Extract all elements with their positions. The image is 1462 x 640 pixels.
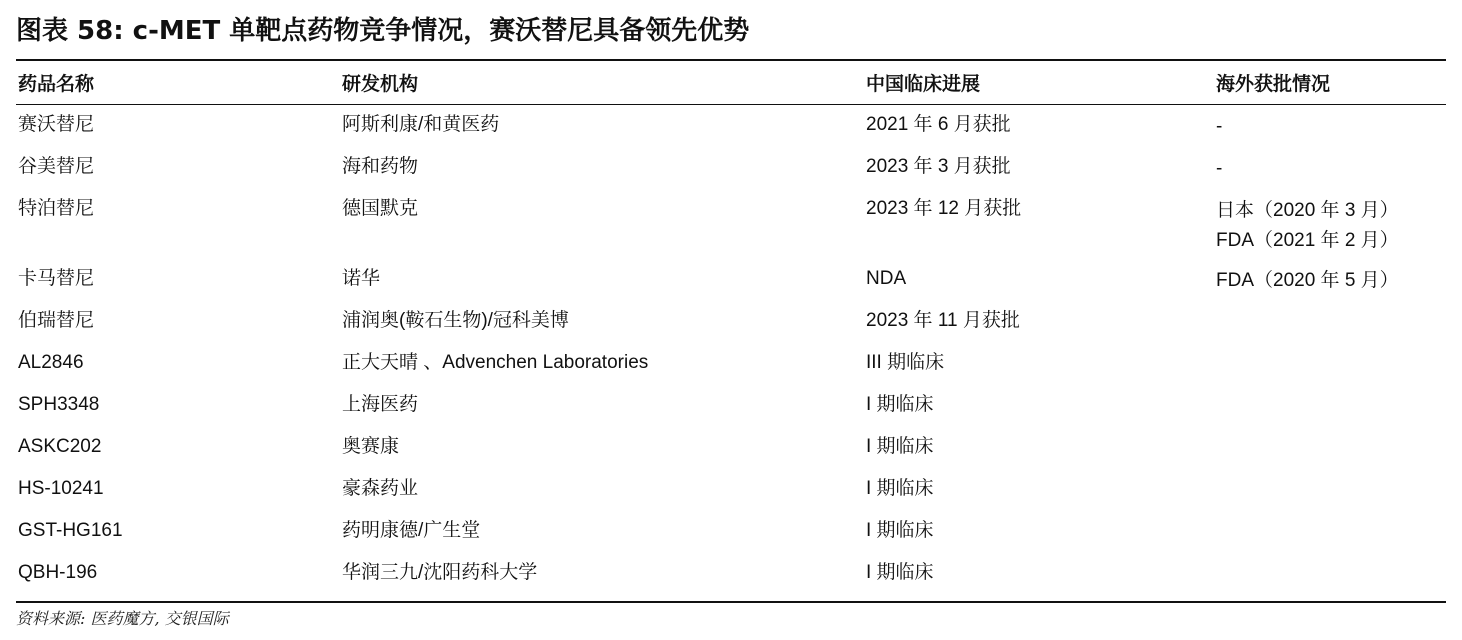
cell-overseas-approval [1214,258,1446,300]
cell-drug-name: 伯瑞替尼 [18,310,95,331]
cell-china-progress: 2023 年 3 月获批 [866,156,1011,177]
header-china-progress: 中国临床进展 [866,73,981,95]
cell-drug-name: AL2846 [18,352,84,373]
cell-overseas-approval [1214,300,1446,342]
cell-china-progress: 2021 年 6 月获批 [866,114,1011,135]
table-row [16,510,1446,552]
source-note: 资料来源: 医药魔方, 交银国际 [16,609,229,628]
cell-overseas-approval [1214,426,1446,468]
cell-china-progress: I 期临床 [866,520,934,541]
cell-drug-name: SPH3348 [18,394,100,415]
table-row [16,426,1446,468]
cell-china-progress: III 期临床 [866,352,945,373]
cell-developer: 德国默克 [342,198,419,219]
overseas-line: FDA（2020 年 5 月） [1216,270,1399,291]
competition-table [16,61,1446,594]
cell-drug-name: 谷美替尼 [18,156,95,177]
cell-drug-name: QBH-196 [18,562,98,583]
table-row [16,552,1446,594]
header-developer: 研发机构 [342,73,419,95]
cell-drug-name: GST-HG161 [18,520,123,541]
overseas-line: FDA（2021 年 2 月） [1216,230,1399,251]
cell-developer: 诺华 [342,268,381,289]
table-row [16,104,1446,146]
overseas-line: - [1216,116,1223,137]
cell-china-progress: I 期临床 [866,478,934,499]
cell-china-progress: 2023 年 11 月获批 [866,310,1020,331]
cell-developer: 浦润奥(鞍石生物)/冠科美博 [342,310,569,331]
table-header-row [16,61,1446,104]
cell-china-progress: NDA [866,268,907,289]
cell-china-progress: 2023 年 12 月获批 [866,198,1022,219]
cell-overseas-approval [1214,384,1446,426]
cell-developer: 海和药物 [342,156,419,177]
cell-overseas-approval [1214,510,1446,552]
cell-china-progress: I 期临床 [866,436,934,457]
cell-drug-name: 赛沃替尼 [18,114,95,135]
table-bottom-rule [16,601,1446,603]
cell-overseas-approval [1214,552,1446,594]
cell-developer: 上海医药 [342,394,419,415]
overseas-line: 日本（2020 年 3 月） [1216,200,1399,221]
cell-drug-name: 特泊替尼 [18,198,95,219]
table-row [16,188,1446,258]
table-row [16,300,1446,342]
cell-drug-name: ASKC202 [18,436,102,457]
cell-developer: 华润三九/沈阳药科大学 [342,562,538,583]
cell-china-progress: I 期临床 [866,562,934,583]
cell-developer: 药明康德/广生堂 [342,520,481,541]
cell-china-progress: I 期临床 [866,394,934,415]
table-row [16,342,1446,384]
cell-overseas-approval [1214,468,1446,510]
figure-title: 图表 58: c-MET 单靶点药物竞争情况，赛沃替尼具备领先优势 [16,16,750,46]
table-row [16,258,1446,300]
cell-developer: 豪森药业 [342,478,419,499]
table-row [16,384,1446,426]
overseas-line: - [1216,158,1223,179]
cell-developer: 阿斯利康/和黄医药 [342,114,500,135]
cell-overseas-approval [1214,146,1446,188]
header-overseas-approval: 海外获批情况 [1216,73,1331,95]
cell-overseas-approval [1214,342,1446,384]
table-row [16,146,1446,188]
table-row [16,468,1446,510]
cell-drug-name: HS-10241 [18,478,104,499]
cell-developer: 奥赛康 [342,436,400,457]
cell-developer: 正大天晴 、Advenchen Laboratories [342,352,649,373]
header-drug-name: 药品名称 [18,73,95,95]
cell-overseas-approval [1214,188,1446,258]
cell-drug-name: 卡马替尼 [18,268,95,289]
cell-overseas-approval [1214,104,1446,146]
